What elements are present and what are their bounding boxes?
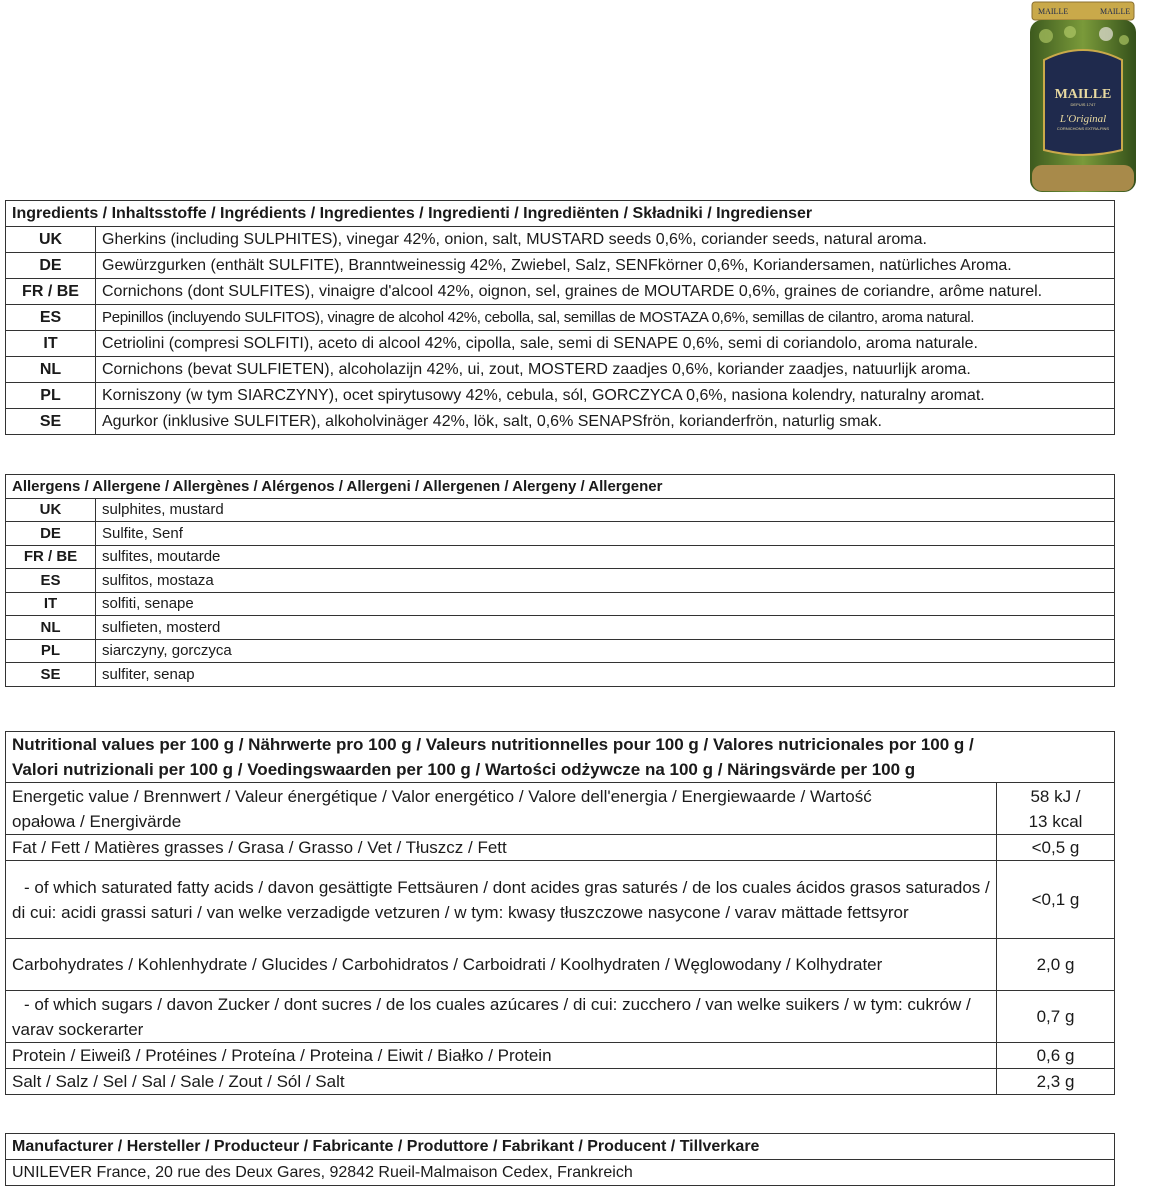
allergen-text: sulphites, mustard [96,498,1115,522]
table-row [6,639,1115,663]
table-row [6,409,1115,435]
nutrient-value: 0,7 g [997,991,1115,1043]
table-row [6,545,1115,569]
nutrient-label: Carbohydrates / Kohlenhydrate / Glucides / Carbohidratos / Carboidrati / Koolhydraten / Węglowodany / Kolhydrater [6,939,997,991]
language-code: ES [6,305,96,331]
language-code: FR / BE [6,279,96,305]
nutrient-value-line1: 58 kJ / [1030,786,1081,806]
language-code: IT [6,592,96,616]
ingredient-text: Gewürzgurken (enthält SULFITE), Branntweinessig 42%, Zwiebel, Salz, SENFkörner 0,6%, Koriandersamen, natürliches Aroma. [96,253,1115,279]
table-row [6,616,1115,640]
table-row [6,861,1115,939]
allergen-text: sulfieten, mosterd [96,616,1115,640]
language-code: PL [6,383,96,409]
table-row [6,663,1115,687]
manufacturer-header-row [6,1134,1115,1160]
nutrition-header-row [6,732,1115,783]
table-row [6,783,1115,835]
table-row [6,383,1115,409]
allergen-text: sulfitos, mostaza [96,569,1115,593]
allergens-header: Allergens / Allergene / Allergènes / Alérgenos / Allergeni / Allergenen / Alergeny / Allergener [6,475,1115,499]
ingredient-text: Korniszony (w tym SIARCZYNY), ocet spirytusowy 42%, cebula, sól, GORCZYCA 0,6%, nasiona kolendry, naturalny aromat. [96,383,1115,409]
language-code: NL [6,616,96,640]
language-code: FR / BE [6,545,96,569]
table-row [6,279,1115,305]
ingredients-header-row [6,201,1115,227]
table-row [6,1043,1115,1069]
language-code: UK [6,498,96,522]
jar-since: DEPUIS 1747 [1070,102,1096,107]
table-row [6,331,1115,357]
manufacturer-address: UNILEVER France, 20 rue des Deux Gares, 92842 Rueil-Malmaison Cedex, Frankreich [6,1160,1115,1186]
nutrient-value: 2,0 g [997,939,1115,991]
nutrient-label: Energetic value / Brennwert / Valeur énergétique / Valor energético / Valore dell'energia / Energiewaarde / Wartość opałowa / Energivärde [6,783,997,835]
ingredients-table [5,200,1115,435]
ingredient-text: Pepinillos (incluyendo SULFITOS), vinagre de alcohol 42%, cebolla, sal, semillas de MOSTAZA 0,6%, semillas de cilantro, aroma natural. [96,305,1115,331]
ingredient-text: Cetriolini (compresi SOLFITI), aceto di alcool 42%, cipolla, sale, semi di SENAPE 0,6%, semi di coriandolo, aroma naturale. [96,331,1115,357]
nutrient-label: Protein / Eiweiß / Protéines / Proteína / Proteina / Eiwit / Białko / Protein [6,1043,997,1069]
table-row [6,305,1115,331]
ingredient-text: Cornichons (bevat SULFIETEN), alcoholazijn 42%, ui, zout, MOSTERD zaadjes 0,6%, koriander zaadjes, natuurlijk aroma. [96,357,1115,383]
nutrient-value: <0,5 g [997,835,1115,861]
language-code: DE [6,522,96,546]
table-row [6,253,1115,279]
table-row [6,498,1115,522]
table-row [6,1069,1115,1095]
table-row [6,592,1115,616]
ingredients-header: Ingredients / Inhaltsstoffe / Ingrédients / Ingredientes / Ingredienti / Ingrediënten / Składniki / Ingredienser [6,201,1115,227]
nutrition-header-line1: Nutritional values per 100 g / Nährwerte pro 100 g / Valeurs nutritionnelles pour 100 g / Valores nutricionales por 100 g / [12,735,974,754]
language-code: SE [6,409,96,435]
table-row [6,1160,1115,1186]
allergens-table [5,474,1115,687]
allergen-text: sulfiter, senap [96,663,1115,687]
language-code: PL [6,639,96,663]
lid-text-right: MAILLE [1100,7,1131,16]
allergens-header-row [6,475,1115,499]
language-code: NL [6,357,96,383]
ingredient-text: Gherkins (including SULPHITES), vinegar 42%, onion, salt, MUSTARD seeds 0,6%, coriander seeds, natural aroma. [96,227,1115,253]
nutrient-value-line2: 13 kcal [1028,811,1083,831]
table-row [6,227,1115,253]
allergen-text: siarczyny, gorczyca [96,639,1115,663]
nutrient-value [997,783,1115,835]
language-code: SE [6,663,96,687]
nutrient-label: Fat / Fett / Matières grasses / Grasa / Grasso / Vet / Tłuszcz / Fett [6,835,997,861]
jar-brand: MAILLE [1054,87,1112,102]
allergen-text: Sulfite, Senf [96,522,1115,546]
table-row [6,991,1115,1043]
manufacturer-table [5,1133,1115,1186]
table-row [6,569,1115,593]
product-jar-image [1026,0,1140,198]
table-row [6,835,1115,861]
nutrient-value: <0,1 g [997,861,1115,939]
nutrition-header [6,732,1115,783]
language-code: ES [6,569,96,593]
allergen-text: sulfites, moutarde [96,545,1115,569]
lid-text-left: MAILLE [1038,7,1069,16]
allergen-text: solfiti, senape [96,592,1115,616]
nutrition-header-line2: Valori nutrizionali per 100 g / Voedingswaarden per 100 g / Wartości odżywcze na 100 g / Näringsvärde per 100 g [12,760,916,779]
nutrient-value: 0,6 g [997,1043,1115,1069]
nutrient-label: Salt / Salz / Sel / Sal / Sale / Zout / Sól / Salt [6,1069,997,1095]
language-code: DE [6,253,96,279]
table-row [6,522,1115,546]
jar-product: L'Original [1059,113,1107,125]
nutrient-value: 2,3 g [997,1069,1115,1095]
jar-subtitle: CORNICHONS EXTRA-FINS [1056,126,1110,131]
manufacturer-header: Manufacturer / Hersteller / Producteur / Fabricante / Produttore / Fabrikant / Producent / Tillverkare [6,1134,1115,1160]
table-row [6,357,1115,383]
language-code: UK [6,227,96,253]
nutrient-label: - of which saturated fatty acids / davon gesättigte Fettsäuren / dont acides gras saturés / de los cuales ácidos grasos saturados / di cui: acidi grassi saturi / van welke verzadigde vetzuren / w tym: kwasy tłuszczowe nasycone / varav mättade fettsyror [6,861,997,939]
language-code: IT [6,331,96,357]
ingredient-text: Agurkor (inklusive SULFITER), alkoholvinäger 42%, lök, salt, 0,6% SENAPSfrön, korianderfrön, naturlig smak. [96,409,1115,435]
table-row [6,939,1115,991]
nutrition-table [5,731,1115,1095]
nutrient-label: - of which sugars / davon Zucker / dont sucres / de los cuales azúcares / di cui: zucchero / van welke suikers / w tym: cukrów / varav sockerarter [6,991,997,1043]
ingredient-text: Cornichons (dont SULFITES), vinaigre d'alcool 42%, oignon, sel, graines de MOUTARDE 0,6%, graines de coriandre, arôme naturel. [96,279,1115,305]
